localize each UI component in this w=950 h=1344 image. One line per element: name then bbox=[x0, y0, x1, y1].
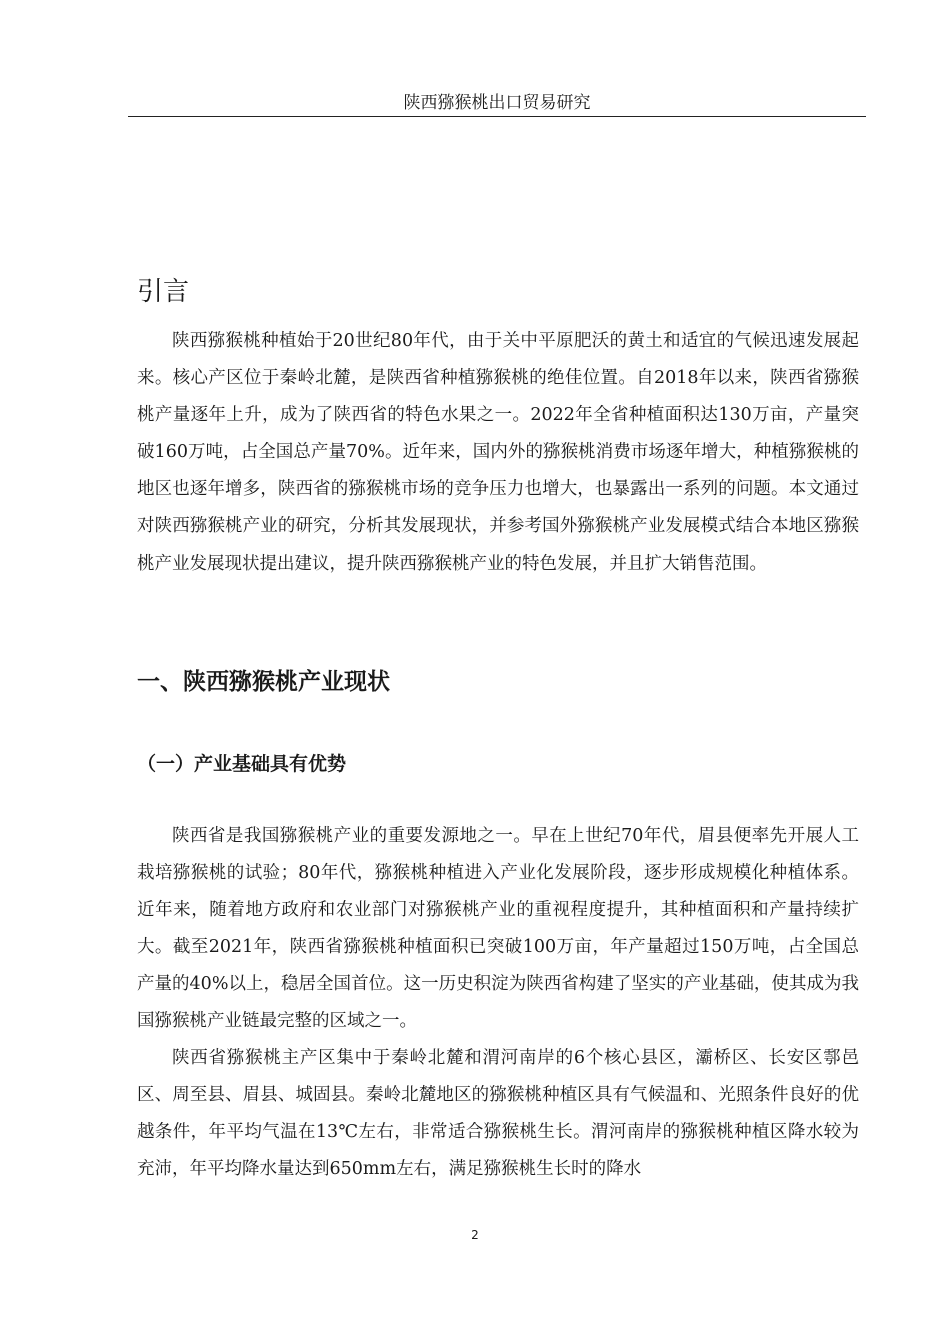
intro-paragraph: 陕西猕猴桃种植始于20世纪80年代，由于关中平原肥沃的黄土和适宜的气候迅速发展起来。核心产区位于秦岭北麓，是陕西省种植猕猴桃的绝佳位置。自2018年以来，陕西省猕猴桃产量逐年上升，成为了陕西省的特色水果之一。2022年全省种植面积达130万亩，产量突破160万吨，占全国总产量70%。近年来，国内外的猕猴桃消费市场逐年增大，种植猕猴桃的地区也逐年增多，陕西省的猕猴桃市场的竞争压力也增大，也暴露出一系列的问题。本文通过对陕西猕猴桃产业的研究，分析其发展现状，并参考国外猕猴桃产业发展模式结合本地区猕猴桃产业发展现状提出建议，提升陕西猕猴桃产业的特色发展，并且扩大销售范围。 bbox=[137, 331, 859, 574]
header-rule bbox=[128, 116, 866, 117]
subsection-heading: （一）产业基础具有优势 bbox=[137, 753, 347, 775]
intro-heading: 引言 bbox=[137, 277, 190, 307]
running-header: 陕西猕猴桃出口贸易研究 bbox=[403, 93, 591, 113]
section-heading: 一、陕西猕猴桃产业现状 bbox=[137, 669, 390, 695]
page-number: 2 bbox=[471, 1228, 479, 1242]
body-paragraph-1: 陕西省是我国猕猴桃产业的重要发源地之一。早在上世纪70年代，眉县便率先开展人工栽培猕猴桃的试验；80年代，猕猴桃种植进入产业化发展阶段，逐步形成规模化种植体系。近年来，随着地方政府和农业部门对猕猴桃产业的重视程度提升，其种植面积和产量持续扩大。截至2021年，陕西省猕猴桃种植面积已突破100万亩，年产量超过150万吨，占全国总产量的40%以上，稳居全国首位。这一历史积淀为陕西省构建了坚实的产业基础，使其成为我国猕猴桃产业链最完整的区域之一。 bbox=[137, 826, 859, 1032]
body-paragraph-2: 陕西省猕猴桃主产区集中于秦岭北麓和渭河南岸的6个核心县区，灞桥区、长安区鄠邑区、周至县、眉县、城固县。秦岭北麓地区的猕猴桃种植区具有气候温和、光照条件良好的优越条件，年平均气温在13℃左右，非常适合猕猴桃生长。渭河南岸的猕猴桃种植区降水较为充沛，年平均降水量达到650mm左右，满足猕猴桃生长时的降水 bbox=[137, 1048, 859, 1180]
